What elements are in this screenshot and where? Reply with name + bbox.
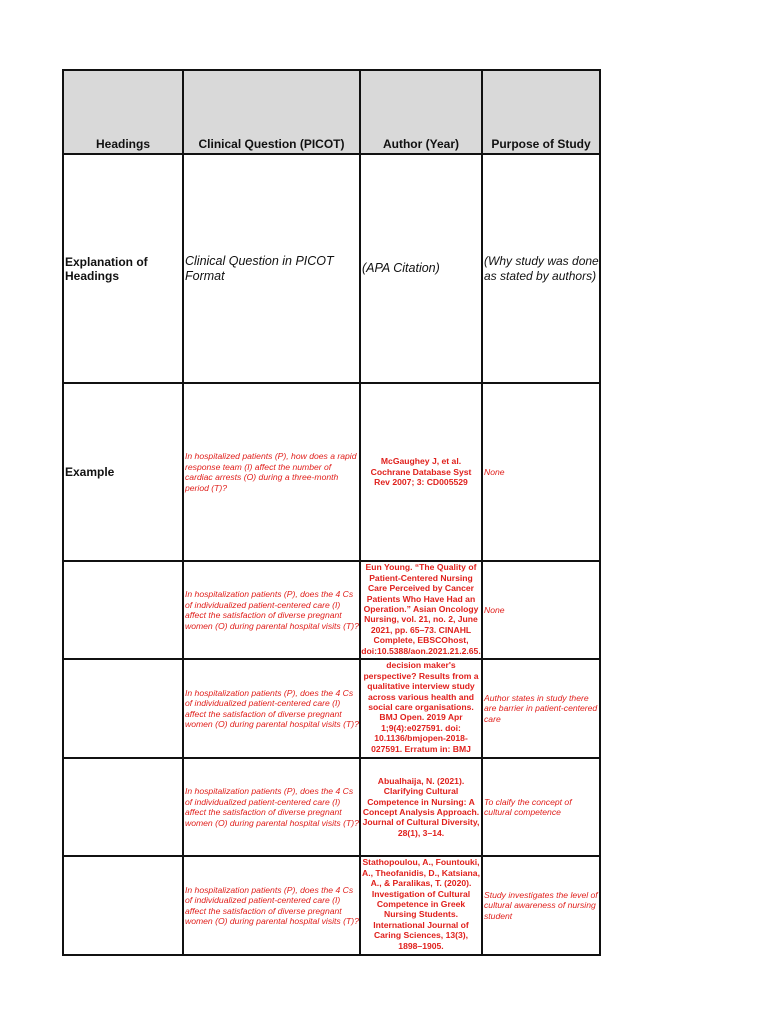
row-purpose: Author states in study there are barrier in patient-centered care bbox=[483, 660, 601, 759]
row-purpose: Study investigates the level of cultural awareness of nursing student bbox=[483, 857, 601, 956]
row-clinical-question: In hospitalization patients (P), does the 4 Cs of individualized patient-centered care (I) affect the satisfaction of diverse pregnant women (O) during parental hospital visits (T)? bbox=[184, 857, 361, 956]
row-author-text: Eun Young. “The Quality of Patient-Centered Nursing Care Perceived by Cancer Patients Who Have Had an Operation.” Asian Oncology Nursing, vol. 21, no. 2, June 2021, pp. 65–73. CINAHL Complete, EBSCOhost, doi:10.5388/aon.2021.21.2.65. bbox=[361, 562, 481, 656]
row-purpose: None bbox=[483, 384, 601, 562]
header-clinical-question: Clinical Question (PICOT) bbox=[184, 71, 361, 155]
row-clinical-question: In hospitalization patients (P), does the 4 Cs of individualized patient-centered care (I) affect the satisfaction of diverse pregnant women (O) during parental hospital visits (T)? bbox=[184, 759, 361, 857]
row-label bbox=[64, 759, 184, 857]
row-purpose: To claify the concept of cultural competence bbox=[483, 759, 601, 857]
row-author bbox=[361, 857, 483, 956]
row-author-text: Abualhaija, N. (2021). Clarifying Cultural Competence in Nursing: A Concept Analysis Approach. Journal of Cultural Diversity, 28(1), 3–14. bbox=[362, 775, 480, 838]
explanation-label: Explanation of Headings bbox=[64, 155, 184, 384]
row-clinical-question: In hospitalization patients (P), does the 4 Cs of individualized patient-centered care (I) affect the satisfaction of diverse pregnant women (O) during parental hospital visits (T)? bbox=[184, 562, 361, 660]
row-author-text: Stathopoulou, A., Fountouki, A., Theofanidis, D., Katsiana, A., & Paralikas, T. (2020). Investigation of Cultural Competence in Greek Nursing Students. International Journal of Caring Sciences, 13(3), 1898–1905. bbox=[362, 857, 480, 951]
header-headings: Headings bbox=[64, 71, 184, 155]
row-purpose: None bbox=[483, 562, 601, 660]
explanation-author: (APA Citation) bbox=[361, 155, 483, 384]
header-purpose: Purpose of Study bbox=[483, 71, 601, 155]
row-author bbox=[361, 759, 483, 857]
row-author bbox=[361, 562, 483, 660]
picot-table bbox=[62, 69, 601, 956]
row-author-text: decision maker's perspective? Results from a qualitative interview study across various health and social care organisations. BMJ Open. 2019 Apr 1;9(4):e027591. doi: 10.1136/bmjopen-2018-027591. Erratum in: BMJ bbox=[363, 660, 479, 754]
row-label bbox=[64, 857, 184, 956]
explanation-clinical: Clinical Question in PICOT Format bbox=[184, 155, 361, 384]
row-author bbox=[361, 384, 483, 562]
row-label bbox=[64, 660, 184, 759]
row-author bbox=[361, 660, 483, 759]
row-label: Example bbox=[64, 384, 184, 562]
row-author-text: McGaughey J, et al. Cochrane Database Syst Rev 2007; 3: CD005529 bbox=[370, 456, 472, 488]
row-label bbox=[64, 562, 184, 660]
row-clinical-question: In hospitalized patients (P), how does a rapid response team (I) affect the number of cardiac arrests (O) during a three-month period (T)? bbox=[184, 384, 361, 562]
row-clinical-question: In hospitalization patients (P), does the 4 Cs of individualized patient-centered care (I) affect the satisfaction of diverse pregnant women (O) during parental hospital visits (T)? bbox=[184, 660, 361, 759]
header-author-year: Author (Year) bbox=[361, 71, 483, 155]
explanation-purpose: (Why study was done as stated by authors) bbox=[483, 155, 601, 384]
